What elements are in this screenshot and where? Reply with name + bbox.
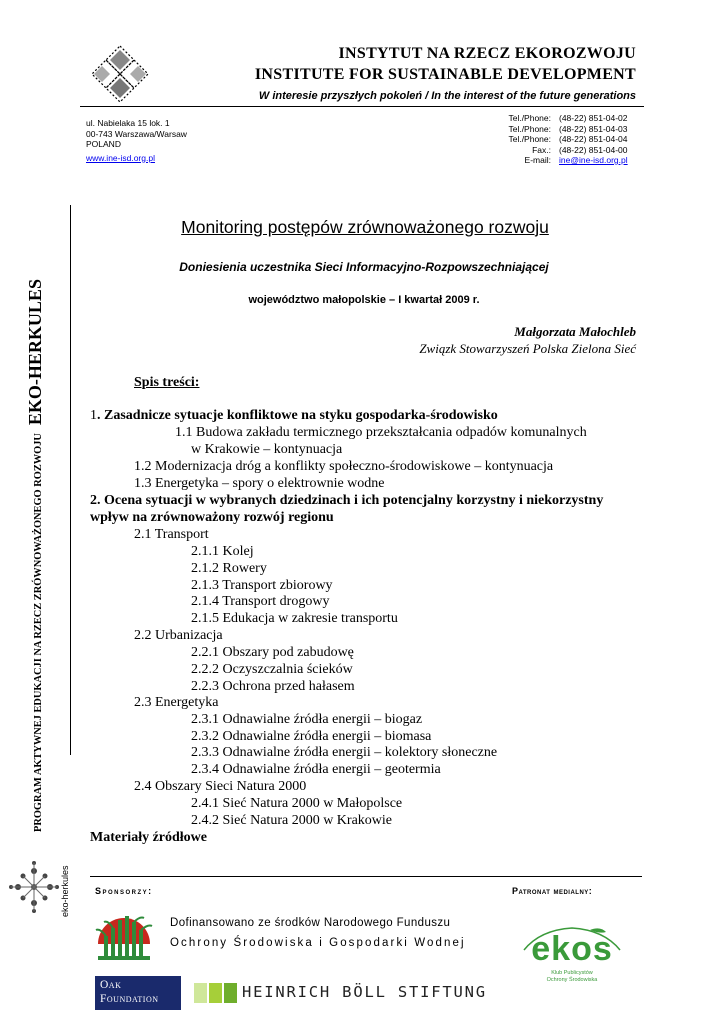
contact-row: [491, 155, 638, 166]
toc-item[interactable]: 2.3.3 Odnawialne źródła energii – kolektory słoneczne: [191, 745, 498, 760]
toc-item[interactable]: 2.3.4 Odnawialne źródła energii – geotermia: [191, 762, 441, 777]
nfosigw-text-2: Ochrony Środowiska i Gospodarki Wodnej: [170, 937, 466, 949]
toc-item[interactable]: 2.2.1 Obszary pod zabudowę: [191, 645, 354, 660]
address-line: ul. Nabielaka 15 lok. 1: [86, 118, 170, 128]
contact-value: (48-22) 851-04-03: [559, 123, 628, 134]
contact-value: (48-22) 851-04-00: [559, 144, 628, 155]
contact-value: (48-22) 851-04-02: [559, 113, 628, 123]
contact-block: [491, 113, 638, 166]
address-line: 00-743 Warszawa/Warsaw: [86, 128, 187, 139]
contact-label: Fax.:: [532, 144, 551, 155]
ekos-subtitle-2: Ochrony Środowiska: [546, 977, 598, 983]
toc-item[interactable]: 2.1.1 Kolej: [191, 544, 254, 559]
toc-item[interactable]: 2.2.3 Ochrona przed hałasem: [191, 679, 355, 694]
toc-item[interactable]: 2.1 Transport: [134, 527, 209, 542]
document-organization: Związk Stowarzyszeń Polska Zielona Sieć: [419, 341, 636, 356]
contact-row: [491, 124, 638, 135]
toc-item[interactable]: 2.3.1 Odnawialne źródła energii – biogaz: [191, 712, 423, 727]
ekos-subtitle-1: Klub Publicystów: [551, 970, 593, 976]
ekos-logo: [520, 924, 624, 984]
header-rule: [80, 106, 644, 107]
nfosigw-logo: [94, 906, 154, 968]
toc-item[interactable]: 2.3 Energetyka: [134, 695, 219, 710]
boell-logo: [194, 983, 487, 1005]
toc-item[interactable]: 2.1.4 Transport drogowy: [191, 594, 330, 609]
contact-label: Tel./Phone:: [508, 123, 551, 134]
institute-name-pl: INSTYTUT NA RZECZ EKOROZWOJU: [338, 45, 636, 62]
oak-foundation-line2: Foundation: [100, 993, 159, 1005]
document-region: województwo małopolskie – I kwartał 2009 r.: [248, 294, 480, 306]
toc-item[interactable]: Materiały źródłowe: [90, 830, 208, 845]
toc-item[interactable]: 2.1.5 Edukacja w zakresie transportu: [191, 611, 398, 626]
tagline: W interesie przyszłych pokoleń / In the interest of the future generations: [258, 90, 636, 102]
toc-number: 1: [90, 408, 97, 423]
sidebar-vertical: [25, 192, 49, 832]
boell-mark-icon: [224, 983, 237, 1003]
toc-item[interactable]: 2.4.2 Sieć Natura 2000 w Krakowie: [191, 813, 393, 828]
oak-foundation-line1: Oak: [100, 979, 122, 991]
ekos-wordmark: ekos: [531, 930, 613, 968]
toc-item[interactable]: 1.2 Modernizacja dróg a konflikty społeczno-środowiskowe – kontynuacja: [134, 459, 554, 474]
toc-item[interactable]: 2.1.3 Transport zbiorowy: [191, 578, 333, 593]
toc-item[interactable]: 1.1 Budowa zakładu termicznego przekształcania odpadów komunalnych: [175, 425, 587, 440]
contact-row: [491, 134, 638, 145]
toc-item[interactable]: 2.4.1 Sieć Natura 2000 w Małopolsce: [191, 796, 403, 811]
boell-mark-icon: [209, 983, 222, 1003]
contact-label: Tel./Phone:: [508, 113, 551, 123]
toc-item[interactable]: w Krakowie – kontynuacja: [191, 442, 343, 457]
contact-value: (48-22) 851-04-04: [559, 134, 628, 144]
oak-foundation-logo: [95, 976, 181, 1010]
toc-text: . Zasadnicze sytuacje konfliktowe na styku gospodarka-środowisko: [97, 408, 498, 423]
document-title: Monitoring postępów zrównoważonego rozwoju: [181, 217, 549, 237]
toc-item[interactable]: 2.4 Obszary Sieci Natura 2000: [134, 779, 307, 794]
contact-row: [491, 145, 638, 156]
address-block: [86, 118, 187, 163]
toc-item[interactable]: 2.3.2 Odnawialne źródła energii – biomasa: [191, 729, 432, 744]
sponsors-label: Sponsorzy:: [95, 886, 153, 896]
toc-item[interactable]: 2.2 Urbanizacja: [134, 628, 223, 643]
toc-item[interactable]: 1.3 Energetyka – spory o elektrownie wodne: [134, 476, 385, 491]
toc-item[interactable]: 2.2.2 Oczyszczalnia ścieków: [191, 662, 353, 677]
sidebar-rule: [70, 205, 71, 755]
nfosigw-text-1: Dofinansowano ze środków Narodowego Funduszu: [170, 917, 451, 929]
eko-herkules-logo: [8, 857, 74, 921]
contact-label: E-mail:: [524, 155, 551, 165]
boell-mark-icon: [194, 983, 207, 1003]
document-author: Małgorzata Małochleb: [514, 324, 636, 339]
toc-item[interactable]: [90, 407, 498, 424]
patron-label: Patronat medialny:: [512, 886, 593, 896]
boell-text: HEINRICH BÖLL STIFTUNG: [242, 983, 487, 1001]
email-link[interactable]: ine@ine-isd.org.pl: [559, 155, 628, 165]
website-link[interactable]: www.ine-isd.org.pl: [86, 152, 155, 163]
contact-label: Tel./Phone:: [508, 134, 551, 144]
toc-item[interactable]: wpływ na zrównoważony rozwój regionu: [90, 510, 334, 525]
sidebar-program-text: PROGRAM AKTYWNEJ EDUKACJI NA RZECZ ZRÓWNOWAŻONEGO ROZWOJU: [33, 433, 44, 832]
toc-heading: Spis treści:: [134, 375, 200, 390]
toc-item[interactable]: 2. Ocena sytuacji w wybranych dziedzinach i ich potencjalny korzystny i niekorzystny: [90, 493, 604, 508]
toc-item[interactable]: 2.1.2 Rowery: [191, 561, 267, 576]
document-subtitle: Doniesienia uczestnika Sieci Informacyjno-Rozpowszechniającej: [179, 260, 549, 274]
sidebar-brand: EKO-HERKULES: [25, 279, 45, 426]
footer-rule: [90, 876, 642, 877]
institute-name-en: INSTITUTE FOR SUSTAINABLE DEVELOPMENT: [254, 66, 636, 83]
eko-herkules-logo-text: eko-herkules: [60, 865, 70, 917]
contact-row: [491, 113, 638, 124]
institute-logo: [88, 42, 152, 106]
address-line: POLAND: [86, 139, 121, 149]
